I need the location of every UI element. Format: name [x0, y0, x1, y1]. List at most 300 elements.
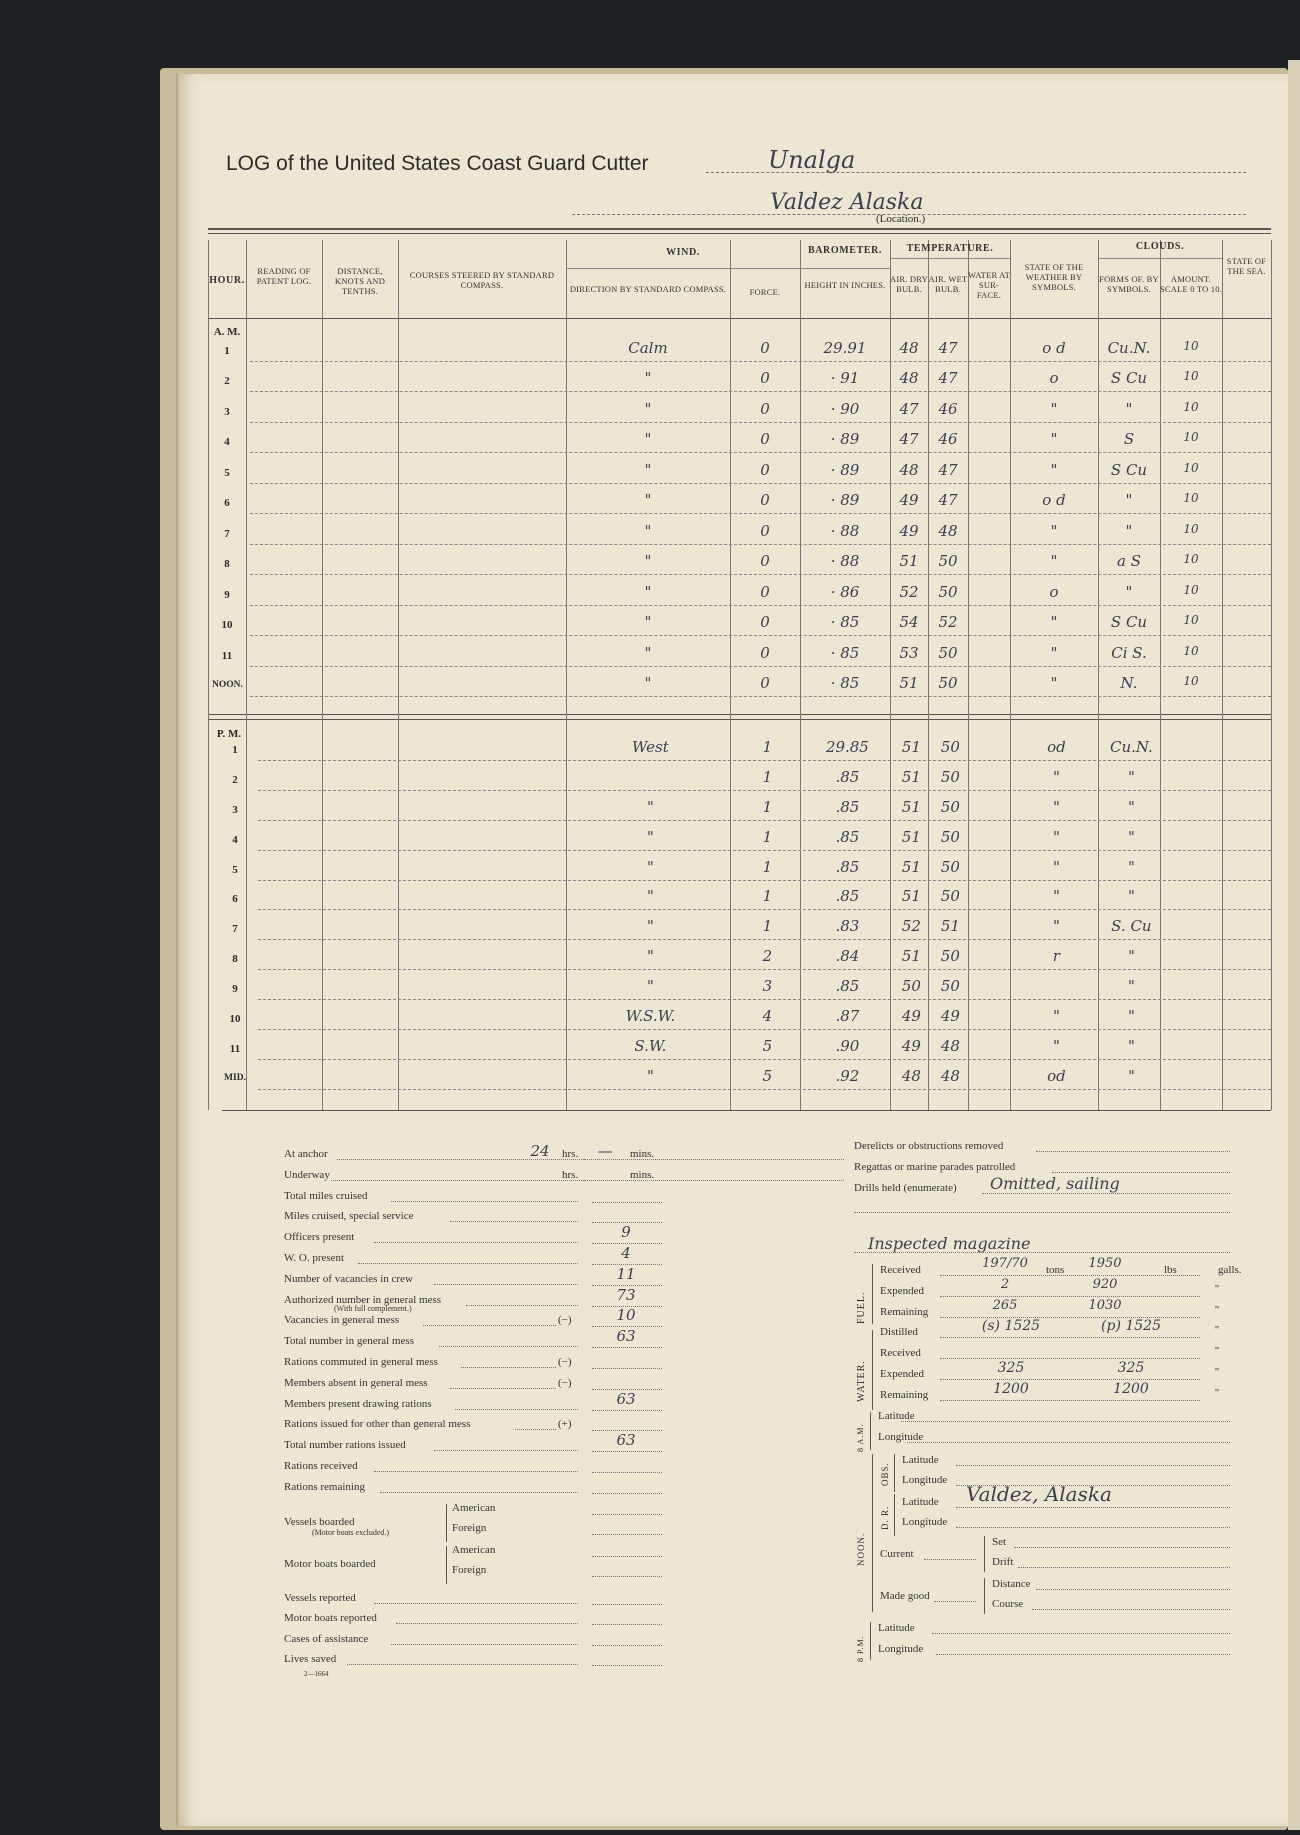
- summary-value-line: [592, 1472, 662, 1473]
- pm_rows-dir: ": [646, 1066, 654, 1085]
- authorized-note: (With full complement.): [334, 1303, 412, 1313]
- header-temperature: TEMPERATURE.: [906, 243, 994, 254]
- pm-latitude-dots: [932, 1633, 1230, 1634]
- am_rows-dir: ": [644, 613, 652, 631]
- pm-longitude-label: Longitude: [878, 1643, 924, 1655]
- am_rows-force: 0: [760, 582, 770, 601]
- am_rows-amount: 10: [1183, 399, 1199, 414]
- summary-label: Authorized number in general mess: [284, 1293, 442, 1306]
- dr-latitude-label: Latitude: [902, 1496, 939, 1508]
- am_rows-forms: ": [1125, 582, 1133, 601]
- am_rows-row-line: [250, 605, 1271, 606]
- pm_rows-baro: .85: [835, 827, 860, 846]
- regattas-label: Regattas or marine parades patrolled: [854, 1161, 1016, 1173]
- pm_rows-wet: 50: [940, 767, 960, 786]
- bottom-field-dots: [391, 1644, 578, 1645]
- water-row-dots: [940, 1337, 1200, 1338]
- header-hour: HOUR.: [209, 275, 245, 286]
- summary-unit: hrs.: [562, 1168, 579, 1181]
- pm_rows-hour: 6: [232, 893, 238, 906]
- am_rows-force: 0: [760, 460, 770, 479]
- am-position-label: 8 A.M.: [856, 1423, 865, 1452]
- am_rows-forms: Cu.N.: [1107, 338, 1151, 357]
- water-value-3: ": [1214, 1345, 1220, 1357]
- header-courses: COURSES STEERED BY STANDARD COMPASS.: [409, 270, 555, 290]
- am_rows-forms: Ci S.: [1111, 643, 1147, 662]
- summary-value: 24: [530, 1142, 550, 1160]
- pm_rows-row-line: [258, 820, 1271, 821]
- am_rows-wet: 52: [938, 613, 958, 631]
- clouds-subheader-rule: [1098, 258, 1222, 259]
- summary-sign: (−): [558, 1314, 572, 1327]
- summary-value-line: [592, 1347, 662, 1348]
- fuel-row-label: Remaining: [880, 1306, 929, 1318]
- pm_rows-dir: S.W.: [634, 1036, 667, 1055]
- summary-label: Total miles cruised: [284, 1189, 368, 1202]
- pm_rows-row-line: [258, 1059, 1271, 1060]
- water-label: WATER.: [856, 1360, 867, 1402]
- am_rows-baro: 29.91: [823, 338, 867, 357]
- am_rows-baro: · 91: [830, 369, 860, 387]
- am_rows-baro: · 85: [830, 613, 860, 631]
- am_rows-dry: 49: [899, 521, 919, 540]
- water-row-dots: [940, 1358, 1200, 1359]
- pm_rows-row-line: [258, 790, 1271, 791]
- pm-latitude-label: Latitude: [878, 1622, 915, 1634]
- current-label: Current: [880, 1548, 914, 1560]
- am_rows-forms: S Cu: [1110, 460, 1148, 479]
- summary-sign: (+): [558, 1418, 572, 1431]
- summary-dots: [461, 1367, 556, 1368]
- pm_rows-forms: ": [1127, 857, 1135, 876]
- am_rows-forms: ": [1125, 491, 1133, 509]
- summary-label: Officers present: [284, 1231, 355, 1244]
- header-wind-dir: DIRECTION BY STANDARD COMPASS.: [569, 284, 727, 294]
- pm_rows-force: 5: [762, 1066, 773, 1085]
- summary-label: Underway: [284, 1168, 330, 1181]
- bottom-field-dots: [396, 1623, 578, 1624]
- summary-label: Members present drawing rations: [284, 1397, 432, 1410]
- am_rows-force: 0: [760, 674, 770, 692]
- header-baro-height: HEIGHT IN INCHES.: [804, 280, 886, 290]
- am_rows-baro: · 86: [830, 582, 860, 601]
- summary-dots: [439, 1346, 578, 1347]
- am_rows-hour: 3: [224, 405, 230, 418]
- column-rule: [208, 240, 209, 1110]
- motor-foreign: Foreign: [452, 1563, 487, 1576]
- am_rows-amount: 10: [1183, 430, 1199, 444]
- am_rows-wet: 47: [938, 460, 958, 479]
- am_rows-row-line: [250, 361, 1271, 362]
- am_rows-wet: 47: [938, 491, 958, 509]
- summary-unit: mins.: [630, 1168, 655, 1181]
- am_rows-hour: 5: [224, 466, 230, 479]
- drills-label: Drills held (enumerate): [854, 1182, 957, 1194]
- summary-value: 10: [616, 1306, 636, 1325]
- summary-value: 63: [616, 1431, 636, 1450]
- am_rows-weather: ": [1050, 643, 1058, 662]
- summary-value: 9: [621, 1223, 631, 1242]
- am_rows-hour: 6: [224, 497, 230, 509]
- am_rows-amount: 10: [1183, 369, 1199, 383]
- pm_rows-hour: 4: [232, 833, 238, 846]
- am-longitude-label: Longitude: [878, 1431, 924, 1443]
- pm_rows-dir: W.S.W.: [625, 1007, 676, 1025]
- am_rows-dir: ": [644, 460, 652, 479]
- drift-label: Drift: [992, 1556, 1014, 1568]
- am_rows-hour: 4: [224, 436, 230, 448]
- pm_rows-hour: 7: [232, 923, 238, 936]
- am_rows-dir: ": [644, 369, 652, 387]
- pm_rows-weather: ": [1052, 767, 1060, 786]
- am_rows-wet: 46: [938, 399, 958, 418]
- pm_rows-hour: 8: [232, 953, 238, 966]
- header-barometer: BAROMETER.: [807, 245, 883, 256]
- pm_rows-forms: Cu.N.: [1109, 737, 1153, 756]
- fuel-row-dots: [940, 1296, 1200, 1297]
- set-label: Set: [992, 1536, 1007, 1548]
- summary-value-line: [592, 1451, 662, 1452]
- dr-brace: [894, 1494, 895, 1536]
- motor-brace: [446, 1546, 447, 1584]
- regattas-dots: [1052, 1172, 1230, 1173]
- pm_rows-force: 5: [762, 1036, 773, 1055]
- am_rows-wet: 48: [938, 521, 958, 540]
- am_rows-dir: ": [644, 643, 652, 662]
- fuel-value-3: ": [1214, 1304, 1220, 1316]
- motor-foreign-line: [592, 1576, 662, 1577]
- baro-subheader-rule: [800, 268, 890, 269]
- vessels-boarded-label: Vessels boarded: [284, 1515, 355, 1528]
- am_rows-dry: 47: [899, 399, 919, 418]
- pm_rows-hour: 9: [232, 983, 238, 996]
- column-rule: [246, 240, 247, 1110]
- am_rows-row-line: [250, 422, 1271, 423]
- am_rows-weather: ": [1050, 399, 1058, 418]
- am_rows-row-line: [250, 483, 1271, 484]
- current-dots: [924, 1559, 976, 1560]
- dr-longitude-label: Longitude: [902, 1516, 948, 1528]
- am_rows-dir: ": [644, 552, 652, 570]
- fuel-brace: [872, 1264, 873, 1324]
- header-distance: DISTANCE, KNOTS AND TENTHS.: [334, 266, 386, 296]
- header-wind: WIND.: [666, 247, 700, 258]
- am_rows-amount: 10: [1183, 613, 1199, 627]
- dr-label: D. R.: [880, 1505, 890, 1530]
- header-cloud-amount: AMOUNT. SCALE 0 TO 10.: [1160, 274, 1222, 294]
- am_rows-weather: ": [1050, 552, 1058, 570]
- pm_rows-dir: ": [646, 857, 654, 876]
- header-water: WATER AT SUR-FACE.: [968, 270, 1010, 300]
- pm_rows-forms: ": [1127, 797, 1135, 816]
- pm_rows-weather: ": [1052, 917, 1060, 936]
- pm_rows-row-line: [258, 880, 1271, 881]
- pm_rows-baro: .92: [835, 1066, 860, 1085]
- am-longitude-dots: [907, 1442, 1230, 1443]
- bottom-field-value-line: [592, 1665, 662, 1666]
- am_rows-row-line: [250, 574, 1271, 575]
- pm_rows-hour: 10: [229, 1013, 241, 1025]
- header-air-wet: AIR. WET BULB.: [928, 274, 968, 294]
- water-row-label: Expended: [880, 1368, 924, 1380]
- pm_rows-wet: 50: [940, 977, 960, 996]
- water-row-dots: [940, 1379, 1200, 1380]
- summary-label: Members absent in general mess: [284, 1376, 428, 1389]
- summary-value: 11: [616, 1264, 636, 1283]
- am_rows-hour: NOON.: [212, 680, 243, 690]
- am_rows-wet: 47: [938, 338, 958, 357]
- column-rule: [1271, 240, 1272, 1110]
- water-value-3: ": [1214, 1324, 1220, 1336]
- pm_rows-hour: 5: [232, 863, 238, 876]
- pm_rows-weather: ": [1052, 827, 1060, 846]
- summary-label: Rations remaining: [284, 1480, 365, 1493]
- summary-dots: [380, 1492, 578, 1493]
- pm_rows-forms: ": [1127, 947, 1135, 966]
- pm_rows-force: 1: [762, 767, 773, 786]
- vessels-american-line: [592, 1514, 662, 1515]
- pm_rows-baro: .90: [835, 1036, 860, 1055]
- am_rows-baro: · 85: [830, 643, 860, 662]
- pm_rows-row-line: [258, 999, 1271, 1000]
- water-value-1: 325: [997, 1360, 1025, 1376]
- summary-value-2: —: [597, 1142, 613, 1160]
- dr-latitude-dots: [956, 1507, 1230, 1508]
- pm_rows-baro: 29.85: [825, 737, 869, 756]
- pm_rows-weather: od: [1047, 737, 1066, 756]
- am_rows-baro: · 89: [830, 491, 860, 509]
- adjacent-page-edge: [1288, 60, 1300, 1830]
- pm_rows-weather: ": [1052, 797, 1060, 816]
- bottom-field-label: Vessels reported: [284, 1591, 356, 1604]
- am_rows-weather: ": [1050, 460, 1058, 479]
- fuel-value-1: 265: [992, 1298, 1018, 1313]
- pm_rows-dry: 51: [901, 737, 921, 756]
- am_rows-dry: 49: [899, 491, 919, 509]
- pm_rows-weather: ": [1052, 887, 1060, 906]
- summary-dots: [374, 1471, 578, 1472]
- am_rows-hour: 1: [224, 344, 230, 357]
- pm_rows-row-line: [258, 939, 1271, 940]
- fuel-tons-unit: tons: [1046, 1264, 1065, 1276]
- am_rows-force: 0: [760, 369, 770, 387]
- am_rows-force: 0: [760, 430, 770, 448]
- pm_rows-row-line: [258, 909, 1271, 910]
- pm_rows-forms: ": [1127, 1036, 1135, 1055]
- pm_rows-hour: MID.: [224, 1072, 246, 1083]
- water-value-2: (p) 1525: [1101, 1318, 1161, 1334]
- am_rows-amount: 10: [1183, 552, 1199, 566]
- pm_rows-dry: 49: [901, 1036, 921, 1055]
- am_rows-dry: 51: [899, 674, 919, 692]
- made-good-label: Made good: [880, 1590, 930, 1602]
- pm_rows-dry: 51: [901, 857, 921, 876]
- am_rows-hour: 11: [221, 649, 233, 662]
- summary-dots: [391, 1201, 578, 1202]
- pm_rows-baro: .84: [835, 947, 860, 966]
- pm_rows-baro: .87: [835, 1007, 860, 1025]
- am_rows-force: 0: [760, 643, 770, 662]
- pm_rows-dir: ": [646, 947, 654, 966]
- header-wind-force: FORCE.: [749, 287, 781, 297]
- derelicts-dots: [1036, 1151, 1230, 1152]
- set-dots: [1014, 1547, 1230, 1548]
- header-patent-log: READING OF PATENT LOG.: [256, 266, 312, 286]
- am_rows-baro: · 88: [830, 552, 860, 570]
- am_rows-weather: o d: [1042, 491, 1066, 509]
- pm_rows-weather: od: [1047, 1066, 1066, 1085]
- am_rows-baro: · 89: [830, 430, 860, 448]
- am_rows-dry: 54: [899, 613, 919, 631]
- pm_rows-dir: West: [631, 737, 669, 756]
- pm_rows-row-line: [258, 850, 1271, 851]
- water-row-label: Distilled: [880, 1326, 918, 1338]
- header-air-dry: AIR. DRY BULB.: [890, 274, 928, 294]
- am_rows-weather: o: [1049, 369, 1059, 387]
- am-latitude-dots: [901, 1421, 1230, 1422]
- am_rows-hour: 2: [224, 375, 230, 387]
- am_rows-dry: 48: [899, 338, 919, 357]
- am_rows-row-line: [250, 391, 1271, 392]
- pm_rows-dry: 51: [901, 797, 921, 816]
- pm_rows-dry: 49: [901, 1007, 921, 1025]
- pm_rows-wet: 48: [940, 1036, 960, 1055]
- pm_rows-hour: 1: [232, 743, 238, 756]
- am_rows-wet: 47: [938, 369, 958, 387]
- vessels-foreign-line: [592, 1534, 662, 1535]
- pm_rows-wet: 48: [940, 1066, 960, 1085]
- location-caption: (Location.): [876, 213, 926, 225]
- summary-value: 4: [621, 1244, 631, 1262]
- bottom-field-dots: [347, 1664, 578, 1665]
- bottom-field-label: Motor boats reported: [284, 1612, 377, 1625]
- am_rows-row-line: [250, 452, 1271, 453]
- drills-value: Omitted, sailing: [990, 1174, 1120, 1193]
- pm_rows-dir: ": [646, 887, 654, 906]
- am_rows-dir: ": [644, 521, 652, 540]
- table-top-rule-2: [208, 233, 1271, 234]
- pm-longitude-dots: [936, 1654, 1230, 1655]
- pm_rows-forms: ": [1127, 1007, 1135, 1025]
- pm_rows-dir: ": [646, 827, 654, 846]
- obs-label: OBS.: [880, 1462, 890, 1486]
- summary-label: Vacancies in general mess: [284, 1314, 400, 1327]
- water-row-label: Received: [880, 1347, 921, 1359]
- vessels-american: American: [452, 1501, 496, 1514]
- pm_rows-force: 2: [762, 947, 773, 966]
- summary-dots: [466, 1305, 578, 1306]
- summary-dots: [358, 1263, 578, 1264]
- location-value: Valdez Alaska: [770, 190, 924, 215]
- summary-label: Total number rations issued: [284, 1439, 406, 1452]
- summary-label: At anchor: [284, 1148, 328, 1160]
- am_rows-hour: 7: [224, 527, 230, 540]
- distance-label: Distance: [992, 1578, 1031, 1590]
- am_rows-dry: 48: [899, 460, 919, 479]
- water-row-dots: [940, 1400, 1200, 1401]
- pm_rows-force: 3: [762, 977, 773, 996]
- pm_rows-row-line: [258, 760, 1271, 761]
- am_rows-amount: 10: [1183, 643, 1199, 658]
- obs-longitude-label: Longitude: [902, 1474, 948, 1486]
- summary-dots: [450, 1388, 556, 1389]
- fuel-row-label: Received: [880, 1264, 921, 1276]
- am_rows-force: 0: [760, 399, 770, 418]
- remarks-line-1: [854, 1212, 1230, 1213]
- am_rows-dry: 52: [899, 582, 919, 601]
- pm_rows-force: 1: [762, 887, 773, 906]
- fuel-value-1: 2: [1000, 1277, 1010, 1292]
- pm_rows-baro: .83: [835, 917, 860, 936]
- pm_rows-dry: 50: [901, 977, 921, 996]
- am_rows-weather: o: [1049, 582, 1059, 601]
- temp-subheader-rule: [890, 258, 1010, 259]
- page-title: LOG of the United States Coast Guard Cutter: [226, 152, 649, 175]
- am_rows-wet: 50: [938, 643, 958, 662]
- water-value-2: 325: [1117, 1360, 1145, 1376]
- am_rows-forms: S Cu: [1110, 369, 1148, 387]
- pm_rows-wet: 50: [940, 797, 960, 816]
- summary-dots: [374, 1242, 578, 1243]
- am_rows-wet: 50: [938, 582, 958, 601]
- obs-brace: [894, 1454, 895, 1492]
- am_rows-force: 0: [760, 552, 770, 570]
- distance-dots: [1036, 1589, 1230, 1590]
- header-weather: STATE OF THE WEATHER BY SYMBOLS.: [1024, 262, 1084, 292]
- bottom-field-value-line: [592, 1645, 662, 1646]
- table-top-rule: [208, 228, 1271, 230]
- pm_rows-forms: ": [1127, 887, 1135, 906]
- made-good-dots: [934, 1601, 976, 1602]
- pm_rows-hour: 11: [229, 1042, 241, 1055]
- remarks-line-2: [854, 1252, 1230, 1253]
- pm_rows-dry: 52: [901, 917, 921, 936]
- pm_rows-forms: ": [1127, 1066, 1135, 1085]
- summary-label: Rations commuted in general mess: [284, 1356, 438, 1368]
- am_rows-forms: S Cu: [1110, 613, 1148, 631]
- pm_rows-force: 1: [762, 737, 773, 756]
- pm_rows-forms: ": [1127, 767, 1135, 786]
- pm_rows-force: 4: [762, 1007, 773, 1025]
- am_rows-amount: 10: [1183, 460, 1199, 475]
- am_rows-force: 0: [760, 521, 770, 540]
- bottom-field-value-line: [592, 1624, 662, 1625]
- summary-value-line: [592, 1493, 662, 1494]
- pm_rows-baro: .85: [835, 857, 860, 876]
- am_rows-hour: 10: [221, 619, 233, 631]
- am_rows-forms: S: [1123, 430, 1135, 448]
- fuel-galls-unit: galls.: [1218, 1264, 1242, 1276]
- am_rows-dir: ": [644, 674, 652, 692]
- pm_rows-weather: ": [1052, 1007, 1060, 1025]
- wind-subheader-rule: [566, 268, 800, 269]
- pm_rows-row-line: [258, 969, 1271, 970]
- cutter-name-line: [706, 172, 1246, 173]
- am_rows-amount: 10: [1183, 491, 1199, 505]
- summary-sign: (−): [558, 1376, 572, 1389]
- vessels-brace: [446, 1504, 447, 1542]
- pm_rows-force: 1: [762, 797, 773, 816]
- remarks-value: Inspected magazine: [868, 1234, 1031, 1253]
- pm_rows-row-line: [258, 1089, 1271, 1090]
- course-label: Course: [992, 1598, 1024, 1610]
- motor-boats-boarded-label: Motor boats boarded: [284, 1557, 376, 1570]
- summary-label: Rations received: [284, 1460, 358, 1472]
- summary-unit: hrs.: [562, 1148, 579, 1160]
- pm_rows-dry: 51: [901, 827, 921, 846]
- pm_rows-baro: .85: [835, 887, 860, 906]
- bottom-field-dots: [374, 1603, 578, 1604]
